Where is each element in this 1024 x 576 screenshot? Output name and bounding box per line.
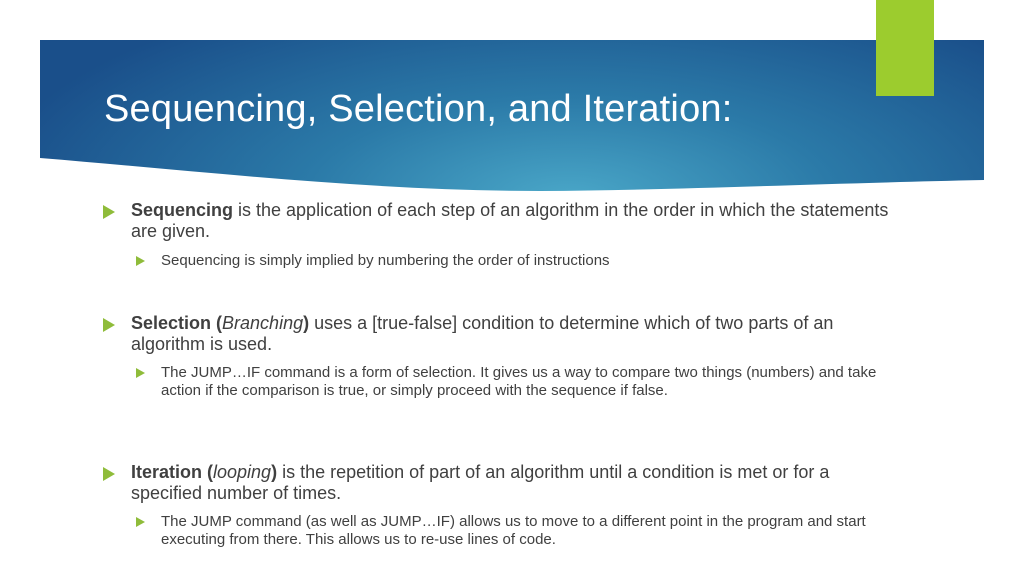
sub-bullet-text: The JUMP…IF command is a form of selection. It gives us a way to compare two things (numbers) and take action if the comparison is true, or simply proceed with the sequence if false. bbox=[161, 364, 877, 399]
triangle-right-icon bbox=[103, 205, 115, 219]
sub-bullet-text: The JUMP command (as well as JUMP…IF) allows us to move to a different point in the program and start executing from there. This allows us to re-use lines of code. bbox=[161, 513, 866, 548]
bullet-text bbox=[131, 462, 893, 504]
bullet-body: uses a [true-false] condition to determine which of two parts of an algorithm is used. bbox=[131, 313, 834, 354]
bullet-text bbox=[131, 200, 903, 242]
bullet-term-post: ) bbox=[303, 313, 310, 333]
triangle-right-icon bbox=[136, 517, 145, 527]
bullet-body: is the repetition of part of an algorithm until a condition is met or for a specified number of times. bbox=[131, 462, 830, 503]
bullet-term-pre: Selection ( bbox=[131, 313, 223, 333]
bullet-term-post: ) bbox=[271, 462, 278, 482]
bullet-term-italic: Branching bbox=[222, 313, 304, 333]
accent-bar bbox=[876, 0, 934, 96]
bullet-iteration bbox=[103, 462, 893, 504]
sub-bullet-selection bbox=[136, 364, 891, 400]
triangle-right-icon bbox=[103, 318, 115, 332]
bullet-term-pre: Iteration ( bbox=[131, 462, 214, 482]
bullet-selection bbox=[103, 313, 863, 355]
bullet-term-italic: looping bbox=[213, 462, 272, 482]
bullet-text bbox=[131, 313, 863, 355]
triangle-right-icon bbox=[103, 467, 115, 481]
triangle-right-icon bbox=[136, 368, 145, 378]
bullet-sequencing bbox=[103, 200, 903, 242]
sub-bullet-text: Sequencing is simply implied by numbering the order of instructions bbox=[161, 252, 610, 269]
bullet-term: Sequencing bbox=[131, 200, 234, 220]
sub-bullet-sequencing bbox=[136, 252, 896, 270]
bullet-body: is the application of each step of an algorithm in the order in which the statements are given. bbox=[131, 200, 889, 241]
slide-title: Sequencing, Selection, and Iteration: bbox=[104, 88, 733, 130]
sub-bullet-iteration bbox=[136, 513, 891, 549]
triangle-right-icon bbox=[136, 256, 145, 266]
